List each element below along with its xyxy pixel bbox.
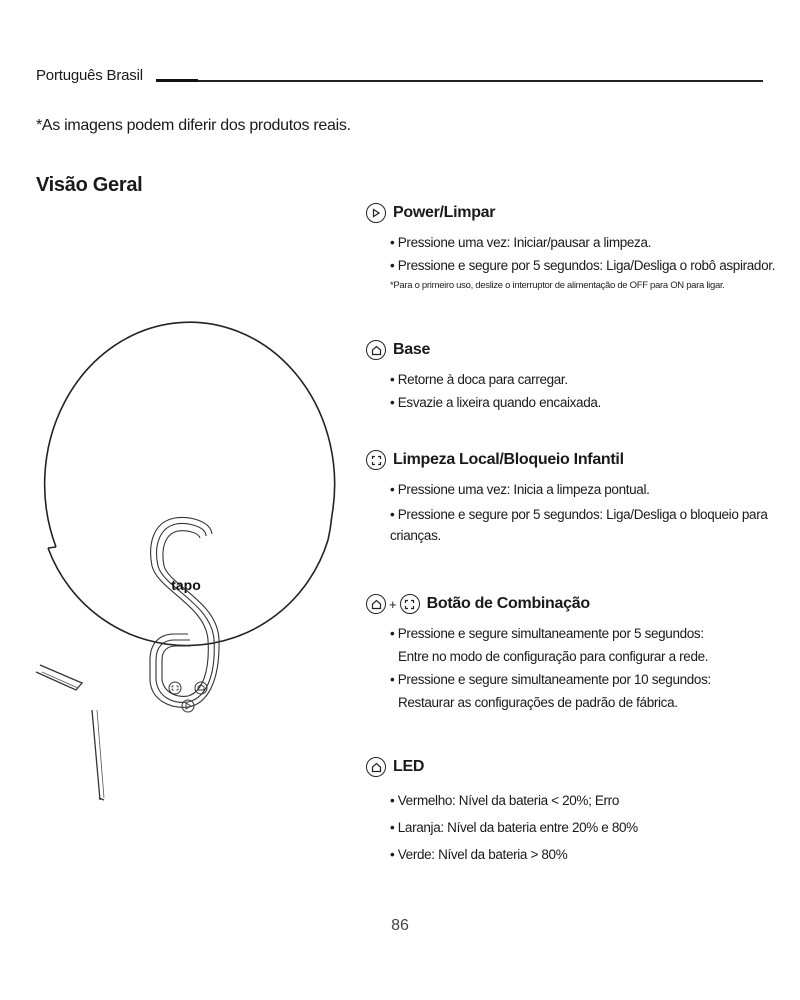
- spot-clean-icon: [366, 450, 386, 470]
- disclaimer: *As imagens podem diferir dos produtos reais.: [36, 117, 351, 134]
- list-item: • Retorne à doca para carregar.: [390, 372, 568, 387]
- home-icon: [366, 340, 386, 360]
- list-item-continuation: Entre no modo de configuração para configurar a rede.: [398, 649, 709, 664]
- list-item: • Laranja: Nível da bateria entre 20% e 80%: [390, 820, 638, 835]
- section-power: [366, 201, 776, 291]
- robot-spot-button: [169, 682, 181, 694]
- section-led: [366, 755, 776, 868]
- section-title: LED: [393, 758, 425, 775]
- list-item: • Pressione uma vez: Iniciar/pausar a limpeza.: [390, 235, 651, 250]
- robot-home-button: [195, 682, 207, 694]
- home-icon: [366, 757, 386, 777]
- section-base: [366, 338, 776, 414]
- list-item: • Pressione e segure por 5 segundos: Liga/Desliga o bloqueio para crianças.: [390, 507, 768, 543]
- list-item: • Esvazie a lixeira quando encaixada.: [390, 395, 601, 410]
- section-title: Base: [393, 341, 431, 358]
- power-icon: [366, 203, 386, 223]
- list-item: • Pressione e segure simultaneamente por 5 segundos:: [390, 626, 704, 641]
- section-spot-clean: [366, 448, 776, 546]
- header-rule-accent: [156, 79, 198, 82]
- list-item: • Pressione uma vez: Inicia a limpeza pontual.: [390, 482, 650, 497]
- page-number: 86: [391, 917, 409, 934]
- list-item: • Vermelho: Nível da bateria < 20%; Erro: [390, 793, 619, 808]
- section-title: Botão de Combinação: [426, 595, 590, 612]
- tapo-logo: tapo: [171, 577, 201, 593]
- list-item: • Pressione e segure por 5 segundos: Liga/Desliga o robô aspirador.: [390, 258, 776, 273]
- language-label: Português Brasil: [36, 67, 143, 84]
- note: *Para o primeiro uso, deslize o interruptor de alimentação de OFF para ON para ligar.: [390, 280, 725, 291]
- header-rule: [198, 80, 763, 82]
- spot-clean-icon: [400, 594, 420, 614]
- page-title: Visão Geral: [36, 174, 143, 196]
- section-title: Power/Limpar: [393, 204, 496, 221]
- section-title: Limpeza Local/Bloqueio Infantil: [393, 451, 624, 468]
- plus-sign: +: [389, 596, 397, 612]
- list-item: • Verde: Nível da bateria > 80%: [390, 847, 568, 862]
- list-item-continuation: Restaurar as configurações de padrão de fábrica.: [398, 695, 678, 710]
- list-item: • Pressione e segure simultaneamente por 10 segundos:: [390, 672, 711, 687]
- robot-vacuum-illustration: [30, 290, 350, 820]
- home-icon: [366, 594, 386, 614]
- section-combination: [366, 592, 776, 714]
